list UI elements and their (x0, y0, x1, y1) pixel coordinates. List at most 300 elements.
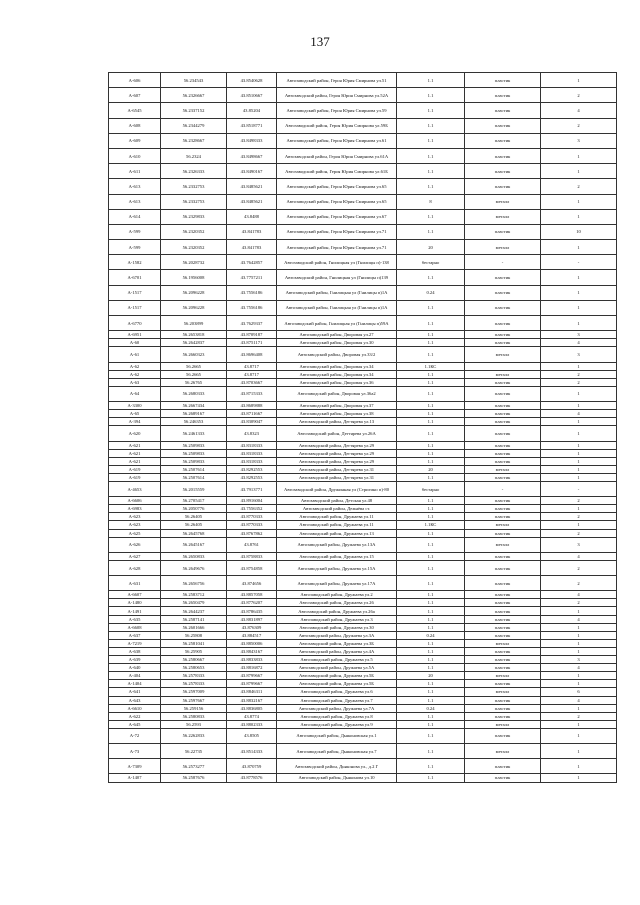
page-number: 137 (310, 34, 330, 49)
material-cell: пластик (465, 457, 541, 465)
longitude-cell: 43.8774 (227, 712, 277, 720)
address-cell: Автозаводский район, Дружаева ул.3Б (277, 639, 397, 647)
volume-cell: 1.1 (397, 728, 465, 743)
table-row (109, 194, 617, 209)
volume-cell: 1.1 (397, 331, 465, 339)
table-row (109, 680, 617, 688)
latitude-cell: 56.2580667 (161, 656, 227, 664)
row-id-cell: А-623 (109, 513, 161, 521)
volume-cell: 1.1 (397, 88, 465, 103)
material-cell: пластик (465, 386, 541, 401)
material-cell: металл (465, 744, 541, 759)
quantity-cell: 2 (541, 88, 617, 103)
row-id-cell: А-599 (109, 240, 161, 255)
material-cell: пластик (465, 316, 541, 331)
material-cell: пластик (465, 774, 541, 782)
material-cell: металл (465, 347, 541, 362)
row-id-cell: А-599 (109, 224, 161, 239)
material-cell: пластик (465, 513, 541, 521)
longitude-cell: 43.7642857 (227, 255, 277, 270)
latitude-cell: 56.2645768 (161, 529, 227, 537)
longitude-cell: 43.8711667 (227, 410, 277, 418)
latitude-cell: 56.2028732 (161, 255, 227, 270)
address-cell: Автозаводский район, Дегтярева ул.31 (277, 465, 397, 473)
table-row (109, 664, 617, 672)
material-cell: пластик (465, 712, 541, 720)
row-id-cell: А-65 (109, 410, 161, 418)
quantity-cell: 1 (541, 386, 617, 401)
address-cell: Автозаводский район, Дружаева ул.7А (277, 704, 397, 712)
table-row (109, 465, 617, 473)
latitude-cell: 56.2581041 (161, 639, 227, 647)
longitude-cell: 43.841783 (227, 240, 277, 255)
address-cell: Автозаводский район, Дегтярева ул.29 (277, 449, 397, 457)
material-cell: металл (465, 537, 541, 552)
latitude-cell: 56.22735 (161, 744, 227, 759)
row-id-cell: А-1404 (109, 680, 161, 688)
longitude-cell: 43.8843167 (227, 647, 277, 655)
table-row (109, 560, 617, 575)
latitude-cell: 56.2329833 (161, 209, 227, 224)
row-id-cell: А-63 (109, 378, 161, 386)
longitude-cell: 43.8498333 (227, 133, 277, 148)
table-row (109, 759, 617, 774)
latitude-cell: 56.2015559 (161, 481, 227, 496)
table-row (109, 720, 617, 728)
address-cell: Автозаводский район, Дворовая ул.36 (277, 378, 397, 386)
table-row (109, 728, 617, 743)
table-row (109, 457, 617, 465)
address-cell: Автозаводский район, Дружаева ул.5 (277, 656, 397, 664)
longitude-cell: 43.8717 (227, 362, 277, 370)
table-row (109, 774, 617, 782)
longitude-cell: 43.8318333 (227, 449, 277, 457)
row-id-cell: А-645 (109, 720, 161, 728)
table-row (109, 164, 617, 179)
volume-cell: 1.1 (397, 133, 465, 148)
longitude-cell: 43.8318333 (227, 457, 277, 465)
material-cell: пластик (465, 224, 541, 239)
volume-cell: 1.1 (397, 759, 465, 774)
volume-cell: 1.1 (397, 529, 465, 537)
row-id-cell: А-6701 (109, 270, 161, 285)
row-id-cell: А-6608 (109, 623, 161, 631)
volume-cell: 1.1 (397, 720, 465, 728)
latitude-cell: 56.2324 (161, 148, 227, 163)
table-row (109, 179, 617, 194)
volume-cell: 1.1 (397, 103, 465, 118)
quantity-cell: 2 (541, 560, 617, 575)
quantity-cell: 1 (541, 426, 617, 441)
latitude-cell: 56.2326333 (161, 164, 227, 179)
address-cell: Автозаводский район, Дружаева ул.5Б (277, 672, 397, 680)
row-id-cell: А-638 (109, 647, 161, 655)
address-cell: Автозаводский район, Дегтярева ул.29 (277, 457, 397, 465)
quantity-cell: 1 (541, 441, 617, 449)
material-cell: пластик (465, 680, 541, 688)
material-cell: пластик (465, 331, 541, 339)
table-row (109, 300, 617, 315)
row-id-cell: А-3300 (109, 402, 161, 410)
volume-cell: 1.1 (397, 696, 465, 704)
table-row (109, 529, 617, 537)
row-id-cell: А-6607 (109, 591, 161, 599)
quantity-cell: 1 (541, 194, 617, 209)
volume-cell: 0.24 (397, 285, 465, 300)
volume-cell: 1.1 (397, 623, 465, 631)
volume-cell: 1.1 (397, 316, 465, 331)
volume-cell: 1.1 (397, 607, 465, 615)
quantity-cell: 1 (541, 449, 617, 457)
volume-cell: 1.1 (397, 513, 465, 521)
longitude-cell: 43.8490167 (227, 164, 277, 179)
longitude-cell: 43.7757211 (227, 270, 277, 285)
longitude-cell: 43.8761 (227, 537, 277, 552)
table-row (109, 615, 617, 623)
address-cell: Автозаводский район, Дружаева ул.3 (277, 615, 397, 623)
row-id-cell: А-404 (109, 672, 161, 680)
material-cell: пластик (465, 148, 541, 163)
material-cell: - (465, 481, 541, 496)
longitude-cell: 43.8505 (227, 728, 277, 743)
longitude-cell: 43.8709187 (227, 331, 277, 339)
material-cell: пластик (465, 576, 541, 591)
latitude-cell: 56.2509833 (161, 457, 227, 465)
longitude-cell: 43.8323 (227, 426, 277, 441)
volume-cell: 1.1 (397, 386, 465, 401)
row-id-cell: А-62 (109, 370, 161, 378)
longitude-cell: 43.7629337 (227, 316, 277, 331)
address-cell: Автозаводский район, Дружаева ул.30 (277, 623, 397, 631)
table-row (109, 688, 617, 696)
longitude-cell: 43.8786435 (227, 607, 277, 615)
latitude-cell: 56.2583712 (161, 591, 227, 599)
material-cell: пластик (465, 133, 541, 148)
material-cell: пластик (465, 647, 541, 655)
address-cell: Автозаводский район, Дежнёва ст. (277, 505, 397, 513)
address-cell: Автозаводский район, Дружаева ул.11 (277, 513, 397, 521)
material-cell: пластик (465, 623, 541, 631)
latitude-cell: 56.2667434 (161, 402, 227, 410)
table-row (109, 148, 617, 163)
address-cell: Автозаводский район, Дружаева ул.8 (277, 712, 397, 720)
longitude-cell: 43.8488 (227, 209, 277, 224)
latitude-cell: 56.2578333 (161, 672, 227, 680)
quantity-cell: 2 (541, 370, 617, 378)
volume-cell: 1.1 (397, 552, 465, 560)
quantity-cell: 1 (541, 418, 617, 426)
material-cell: пластик (465, 285, 541, 300)
longitude-cell: 43.8518771 (227, 118, 277, 133)
quantity-cell: 1 (541, 148, 617, 163)
volume-cell: 1.1 (397, 370, 465, 378)
material-cell: пластик (465, 378, 541, 386)
volume-cell: 1.1 (397, 441, 465, 449)
quantity-cell: 1 (541, 744, 617, 759)
address-cell: Автозаводский район, Дружаева ул.26а (277, 607, 397, 615)
latitude-cell: 56.2665 (161, 370, 227, 378)
table-row (109, 386, 617, 401)
material-cell: металл (465, 194, 541, 209)
table-row (109, 441, 617, 449)
material-cell: пластик (465, 441, 541, 449)
address-cell: Автозаводский район, Дегтярева ул.31 (277, 473, 397, 481)
volume-cell: 1.1КС (397, 362, 465, 370)
table-row (109, 744, 617, 759)
quantity-cell: - (541, 255, 617, 270)
latitude-cell: 56.2580833 (161, 712, 227, 720)
address-cell: Автозаводский район, Дружаева ул.26 (277, 599, 397, 607)
latitude-cell: 56.2096228 (161, 300, 227, 315)
row-id-cell: А-62 (109, 362, 161, 370)
longitude-cell: 43.7556186 (227, 285, 277, 300)
longitude-cell: 43.8770333 (227, 521, 277, 529)
quantity-cell: 3 (541, 133, 617, 148)
address-cell: Автозаводский район, Героя Юрия Смирнова ул.67 (277, 209, 397, 224)
quantity-cell: 2 (541, 712, 617, 720)
quantity-cell: 2 (541, 513, 617, 521)
volume-cell: 20 (397, 240, 465, 255)
table-row (109, 255, 617, 270)
material-cell: пластик (465, 664, 541, 672)
latitude-cell: 56.2320352 (161, 224, 227, 239)
longitude-cell: 43.8318333 (227, 441, 277, 449)
address-cell: Автозаводский район, Дворовая ул.37 (277, 402, 397, 410)
longitude-cell: 43.8510667 (227, 88, 277, 103)
volume-cell: 1.1 (397, 688, 465, 696)
latitude-cell: 56.2328667 (161, 133, 227, 148)
row-id-cell: А-609 (109, 133, 161, 148)
row-id-cell: А-627 (109, 552, 161, 560)
quantity-cell: 2 (541, 599, 617, 607)
volume-cell: 0.24 (397, 704, 465, 712)
table-row (109, 656, 617, 664)
material-cell: металл (465, 240, 541, 255)
row-id-cell: А-635 (109, 615, 161, 623)
quantity-cell: 1 (541, 164, 617, 179)
address-cell: Автозаводский район, Дружаева ул.4А (277, 647, 397, 655)
table-row (109, 418, 617, 426)
volume-cell: 1.1 (397, 339, 465, 347)
latitude-cell: 56.2461333 (161, 426, 227, 441)
volume-cell: 20 (397, 465, 465, 473)
latitude-cell: 56.2509833 (161, 449, 227, 457)
longitude-cell: 43.8802333 (227, 720, 277, 728)
data-table (108, 72, 617, 783)
table-row (109, 505, 617, 513)
table-row (109, 607, 617, 615)
volume-cell: 1.1 (397, 599, 465, 607)
latitude-cell: 56.2580653 (161, 664, 227, 672)
volume-cell: бестарно (397, 481, 465, 496)
longitude-cell: 43.884517 (227, 631, 277, 639)
row-id-cell: А-637 (109, 631, 161, 639)
address-cell: Автозаводский район, Героя Юрия Смирнова ул.71 (277, 240, 397, 255)
table-row (109, 88, 617, 103)
latitude-cell: 56.2332753 (161, 194, 227, 209)
address-cell: Автозаводский район, Дружаева ул.5Б (277, 680, 397, 688)
address-cell: Автозаводский район, Дьяконовская ул.7 (277, 744, 397, 759)
row-id-cell: А-626 (109, 537, 161, 552)
quantity-cell: 3 (541, 347, 617, 362)
volume-cell: 1.1 (397, 497, 465, 505)
row-id-cell: А-64 (109, 386, 161, 401)
volume-cell: 0.24 (397, 631, 465, 639)
volume-cell: 1.1 (397, 224, 465, 239)
longitude-cell: 43.8767862 (227, 529, 277, 537)
quantity-cell: 1 (541, 728, 617, 743)
material-cell: пластик (465, 591, 541, 599)
table-row (109, 378, 617, 386)
row-id-cell: А-619 (109, 473, 161, 481)
material-cell: пластик (465, 88, 541, 103)
longitude-cell: 43.8696408 (227, 347, 277, 362)
volume-cell: 1.1 (397, 560, 465, 575)
row-id-cell: А-6545 (109, 103, 161, 118)
volume-cell: 1.1 (397, 505, 465, 513)
row-id-cell: А-614 (109, 209, 161, 224)
table-row (109, 370, 617, 378)
volume-cell: 1.1 (397, 209, 465, 224)
address-cell: Автозаводский район, Дружаева ул.15А (277, 560, 397, 575)
table-row (109, 133, 617, 148)
latitude-cell: 56.2601666 (161, 623, 227, 631)
row-id-cell: А-394 (109, 418, 161, 426)
address-cell: Автозаводский район, Дружинная ул (Стригино п)-80 (277, 481, 397, 496)
volume-cell: 1.1 (397, 148, 465, 163)
latitude-cell: 56.2507614 (161, 465, 227, 473)
material-cell: пластик (465, 560, 541, 575)
longitude-cell: 43.8292553 (227, 465, 277, 473)
longitude-cell: 43.8799667 (227, 680, 277, 688)
latitude-cell: 56.2050776 (161, 505, 227, 513)
latitude-cell: 56.2262833 (161, 728, 227, 743)
row-id-cell: А-6770 (109, 316, 161, 331)
row-id-cell: А-623 (109, 521, 161, 529)
latitude-cell: 56.2509833 (161, 441, 227, 449)
longitude-cell: 43.8485621 (227, 179, 277, 194)
row-id-cell: А-4653 (109, 481, 161, 496)
table-row (109, 591, 617, 599)
longitude-cell: 43.8770333 (227, 513, 277, 521)
material-cell (465, 362, 541, 370)
longitude-cell: 43.8916004 (227, 497, 277, 505)
address-cell: Автозаводский район, Дегтярева ул.26А (277, 426, 397, 441)
row-id-cell: А-640 (109, 664, 161, 672)
row-id-cell: А-73 (109, 744, 161, 759)
address-cell: Автозаводский район, Дьяконова ул.10 (277, 774, 397, 782)
volume-cell: 1.1 (397, 615, 465, 623)
volume-cell: 1.1 (397, 378, 465, 386)
table-row (109, 118, 617, 133)
row-id-cell: А-7309 (109, 759, 161, 774)
material-cell: металл (465, 720, 541, 728)
quantity-cell: 1 (541, 473, 617, 481)
material-cell: пластик (465, 552, 541, 560)
longitude-cell: 43.8754858 (227, 560, 277, 575)
volume-cell: 1.1 (397, 426, 465, 441)
table-row (109, 224, 617, 239)
quantity-cell: 1 (541, 240, 617, 255)
row-id-cell: А-1582 (109, 255, 161, 270)
latitude-cell: 56.246353 (161, 418, 227, 426)
volume-cell: 1.1 (397, 449, 465, 457)
latitude-cell: 56.234543 (161, 73, 227, 88)
latitude-cell: 56.2660323 (161, 347, 227, 362)
address-cell: Автозаводский район, Детская ул.48 (277, 497, 397, 505)
row-id-cell: А-643 (109, 696, 161, 704)
volume-cell: 1.1 (397, 774, 465, 782)
material-cell: пластик (465, 339, 541, 347)
quantity-cell: 1 (541, 680, 617, 688)
material-cell: пластик (465, 270, 541, 285)
material-cell: пластик (465, 704, 541, 712)
quantity-cell: 1 (541, 759, 617, 774)
table-row (109, 623, 617, 631)
longitude-cell: 43.8715333 (227, 386, 277, 401)
longitude-cell: 43.8836805 (227, 704, 277, 712)
latitude-cell: 56.2656756 (161, 576, 227, 591)
volume-cell: 20 (397, 672, 465, 680)
latitude-cell: 56.2337152 (161, 103, 227, 118)
address-cell: Автозаводский район, Дружаева ул.7 (277, 696, 397, 704)
quantity-cell: 2 (541, 378, 617, 386)
material-cell: пластик (465, 402, 541, 410)
address-cell: Автозаводский район, Дворовая ул.38 (277, 410, 397, 418)
latitude-cell: 56.203899 (161, 316, 227, 331)
quantity-cell: 1 (541, 631, 617, 639)
volume-cell: 1.1 (397, 647, 465, 655)
address-cell: Автозаводский район, Дружаева ул.11 (277, 521, 397, 529)
volume-cell: 1.1 (397, 73, 465, 88)
quantity-cell: 1 (541, 73, 617, 88)
row-id-cell: А-619 (109, 465, 161, 473)
latitude-cell: 56.25905 (161, 647, 227, 655)
longitude-cell: 43.7913771 (227, 481, 277, 496)
volume-cell: 1.1 (397, 473, 465, 481)
longitude-cell: 43.8514333 (227, 744, 277, 759)
quantity-cell: 1 (541, 623, 617, 631)
longitude-cell: 43.85204 (227, 103, 277, 118)
quantity-cell: 2 (541, 529, 617, 537)
longitude-cell: 43.8799667 (227, 672, 277, 680)
latitude-cell: 56.2578333 (161, 680, 227, 688)
row-id-cell: А-631 (109, 576, 161, 591)
material-cell: пластик (465, 103, 541, 118)
material-cell: - (465, 255, 541, 270)
quantity-cell: 1 (541, 402, 617, 410)
latitude-cell: 56.2597009 (161, 688, 227, 696)
longitude-cell: 43.8857058 (227, 591, 277, 599)
address-cell: Автозаводский район, Дружаева ул.5А (277, 664, 397, 672)
longitude-cell: 43.8758833 (227, 552, 277, 560)
address-cell: Автозаводский район, Дворовая ул.36а2 (277, 386, 397, 401)
material-cell: пластик (465, 631, 541, 639)
quantity-cell: 1 (541, 209, 617, 224)
row-id-cell: А-6610 (109, 704, 161, 712)
quantity-cell: 1 (541, 704, 617, 712)
table-row (109, 712, 617, 720)
volume-cell: 1.1 (397, 680, 465, 688)
material-cell: пластик (465, 473, 541, 481)
quantity-cell: 1 (541, 362, 617, 370)
row-id-cell: А-61 (109, 347, 161, 362)
latitude-cell: 56.2573277 (161, 759, 227, 774)
row-id-cell: А-7219 (109, 639, 161, 647)
quantity-cell: 1 (541, 774, 617, 782)
longitude-cell: 43.8498667 (227, 148, 277, 163)
row-id-cell: А-608 (109, 118, 161, 133)
